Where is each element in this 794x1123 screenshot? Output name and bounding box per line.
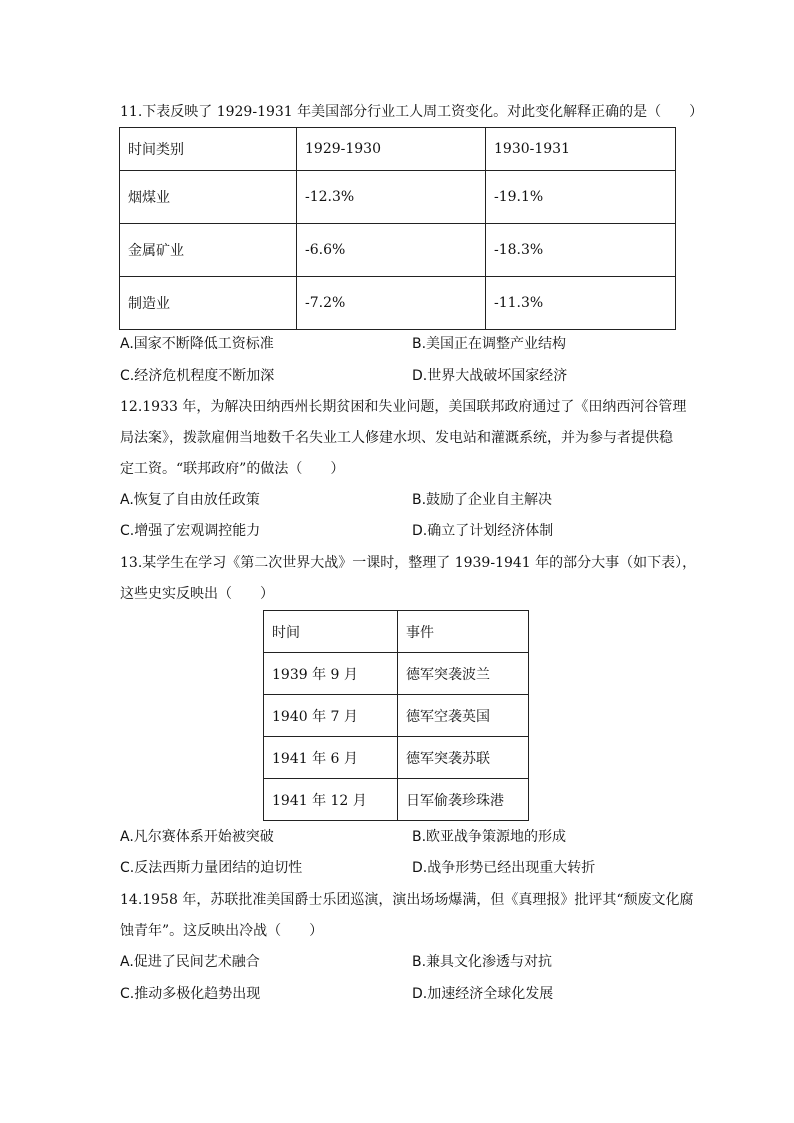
table-row	[264, 695, 529, 737]
q13-stem-line: 13.某学生在学习《第二次世界大战》一课时，整理了 1939-1941 年的部分大事（如下表），	[120, 555, 697, 571]
q12-option-b[interactable]: B.鼓励了企业自主解决	[412, 492, 553, 508]
table-cell: 日军偷袭珍珠港	[398, 779, 529, 821]
table-cell: -12.3%	[297, 171, 486, 224]
q14-option-a[interactable]: A.促进了民间艺术融合	[120, 954, 260, 970]
table-row	[264, 737, 529, 779]
table-header-cell: 时间	[264, 611, 398, 653]
table-cell: -7.2%	[297, 277, 486, 330]
table-row	[264, 779, 529, 821]
table-cell: 1939 年 9 月	[264, 653, 398, 695]
q12-stem-line: 12.1933 年，为解决田纳西州长期贫困和失业问题，美国联邦政府通过了《田纳西河谷管理	[120, 399, 687, 415]
q13-stem-line: 这些史实反映出（ ）	[120, 586, 274, 602]
table-cell: 德军突袭波兰	[398, 653, 529, 695]
q13-option-a[interactable]: A.凡尔赛体系开始被突破	[120, 829, 274, 845]
q13-events-table	[263, 610, 529, 821]
table-cell: -6.6%	[297, 224, 486, 277]
q14-stem-line: 蚀青年”。这反映出冷战（ ）	[120, 923, 324, 939]
q13-option-d[interactable]: D.战争形势已经出现重大转折	[412, 860, 596, 876]
table-row	[120, 171, 676, 224]
table-cell: -11.3%	[486, 277, 676, 330]
q12-option-d[interactable]: D.确立了计划经济体制	[412, 523, 554, 539]
q12-stem-line: 局法案》，拨款雇佣当地数千名失业工人修建水坝、发电站和灌溉系统，并为参与者提供稳	[120, 430, 673, 446]
q12-stem-line: 定工资。“联邦政府”的做法（ ）	[120, 461, 345, 477]
q12-option-c[interactable]: C.增强了宏观调控能力	[120, 523, 261, 539]
table-header-row	[264, 611, 529, 653]
table-header-cell: 时间类别	[120, 128, 297, 171]
table-cell: 1941 年 6 月	[264, 737, 398, 779]
table-cell: -18.3%	[486, 224, 676, 277]
q12-option-a[interactable]: A.恢复了自由放任政策	[120, 492, 260, 508]
table-row	[264, 653, 529, 695]
q14-option-d[interactable]: D.加速经济全球化发展	[412, 986, 554, 1002]
q11-option-d[interactable]: D.世界大战破坏国家经济	[412, 368, 568, 384]
table-row	[120, 224, 676, 277]
table-cell: -19.1%	[486, 171, 676, 224]
q11-option-a[interactable]: A.国家不断降低工资标准	[120, 336, 274, 352]
table-row	[120, 277, 676, 330]
q11-option-b[interactable]: B.美国正在调整产业结构	[412, 336, 567, 352]
table-cell: 烟煤业	[120, 171, 297, 224]
q11-wage-table	[119, 127, 676, 330]
table-cell: 德军突袭苏联	[398, 737, 529, 779]
q14-stem-line: 14.1958 年，苏联批准美国爵士乐团巡演，演出场场爆满，但《真理报》批评其“颓废文化腐	[120, 892, 694, 908]
q11-option-c[interactable]: C.经济危机程度不断加深	[120, 368, 275, 384]
q11-stem: 11.下表反映了 1929-1931 年美国部分行业工人周工资变化。对此变化解释正确的是（ ）	[120, 104, 704, 120]
table-cell: 1941 年 12 月	[264, 779, 398, 821]
table-header-cell: 1930-1931	[486, 128, 676, 171]
table-cell: 德军空袭英国	[398, 695, 529, 737]
q14-option-c[interactable]: C.推动多极化趋势出现	[120, 986, 261, 1002]
table-cell: 金属矿业	[120, 224, 297, 277]
table-cell: 制造业	[120, 277, 297, 330]
table-cell: 1940 年 7 月	[264, 695, 398, 737]
table-header-row	[120, 128, 676, 171]
q13-option-c[interactable]: C.反法西斯力量团结的迫切性	[120, 860, 303, 876]
q14-option-b[interactable]: B.兼具文化渗透与对抗	[412, 954, 553, 970]
table-header-cell: 事件	[398, 611, 529, 653]
q13-option-b[interactable]: B.欧亚战争策源地的形成	[412, 829, 567, 845]
table-header-cell: 1929-1930	[297, 128, 486, 171]
